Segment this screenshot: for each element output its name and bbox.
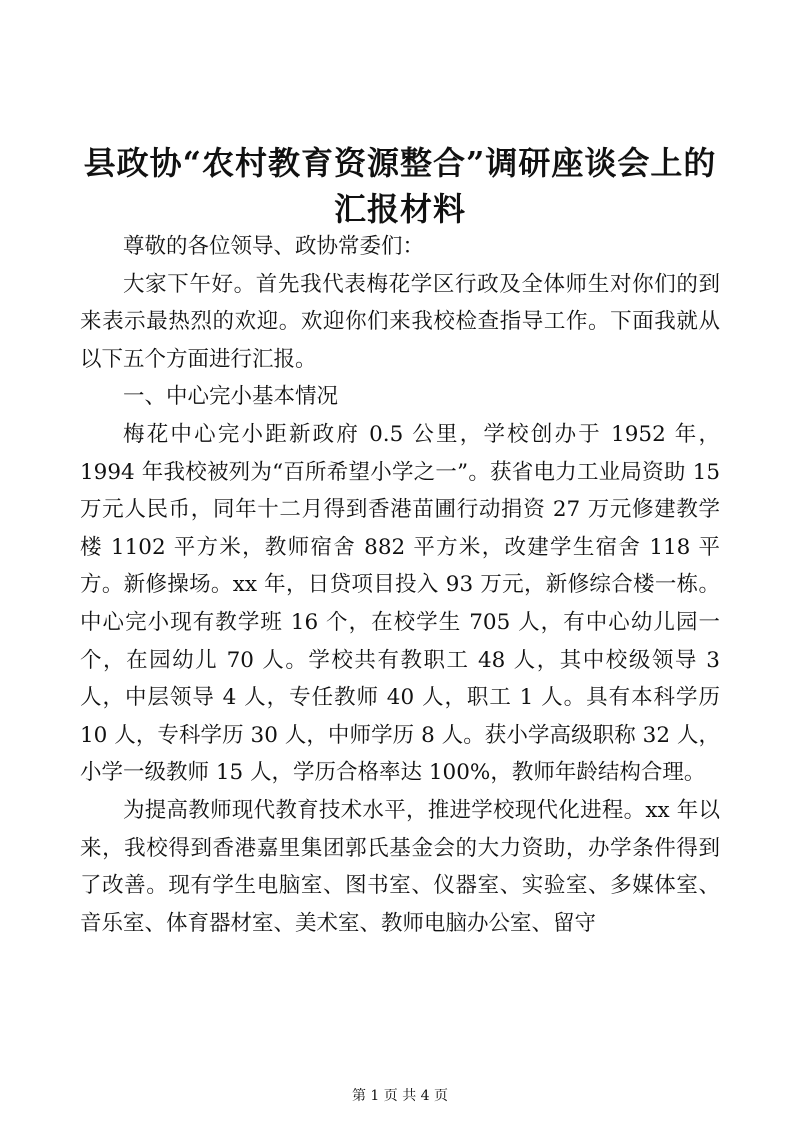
section-heading: 一、中心完小基本情况 [123, 384, 339, 410]
document-body [80, 228, 720, 942]
body-paragraph: 梅花中心完小距新政府 0.5 公里，学校创办于 1952 年，1994 年我校被列为“百所希望小学之一”。获省电力工业局资助 15 万元人民币，同年十二月得到香港苗圃行动捐资 27 万元修建教学楼 1102 平方米，教师宿舍 882 平方米，改建学生宿舍 118 平方。新修操场。xx 年，日贷项目投入 93 万元，新修综合楼一栋。中心完小现有教学班 16 个，在校学生 705 人，有中心幼儿园一个，在园幼儿 70 人。学校共有教职工 48 人，其中校级领导 3 人，中层领导 4 人，专任教师 40 人，职工 1 人。具有本科学历 10 人，专科学历 30 人，中师学历 8 人。获小学高级职称 32 人，小学一级教师 15 人，学历合格率达 100%，教师年龄结构合理。 [80, 421, 720, 786]
document-title [80, 140, 720, 232]
body-paragraph: 为提高教师现代教育技术水平，推进学校现代化进程。xx 年以来，我校得到香港嘉里集团郭氏基金会的大力资助，办学条件得到了改善。现有学生电脑室、图书室、仪器室、实验室、多媒体室、音乐室、体育器材室、美术室、教师电脑办公室、留守 [80, 797, 720, 936]
greeting-paragraph: 大家下午好。首先我代表梅花学区行政及全体师生对你们的到来表示最热烈的欢迎。欢迎你们来我校检查指导工作。下面我就从以下五个方面进行汇报。 [80, 271, 720, 372]
salutation-paragraph: 尊敬的各位领导、政协常委们： [123, 234, 425, 259]
page-footer: 第 1 页 共 4 页 [351, 1088, 449, 1104]
title-line-2: 汇报材料 [333, 190, 466, 228]
title-line-1: 县政协“农村教育资源整合”调研座谈会上的 [83, 144, 717, 182]
